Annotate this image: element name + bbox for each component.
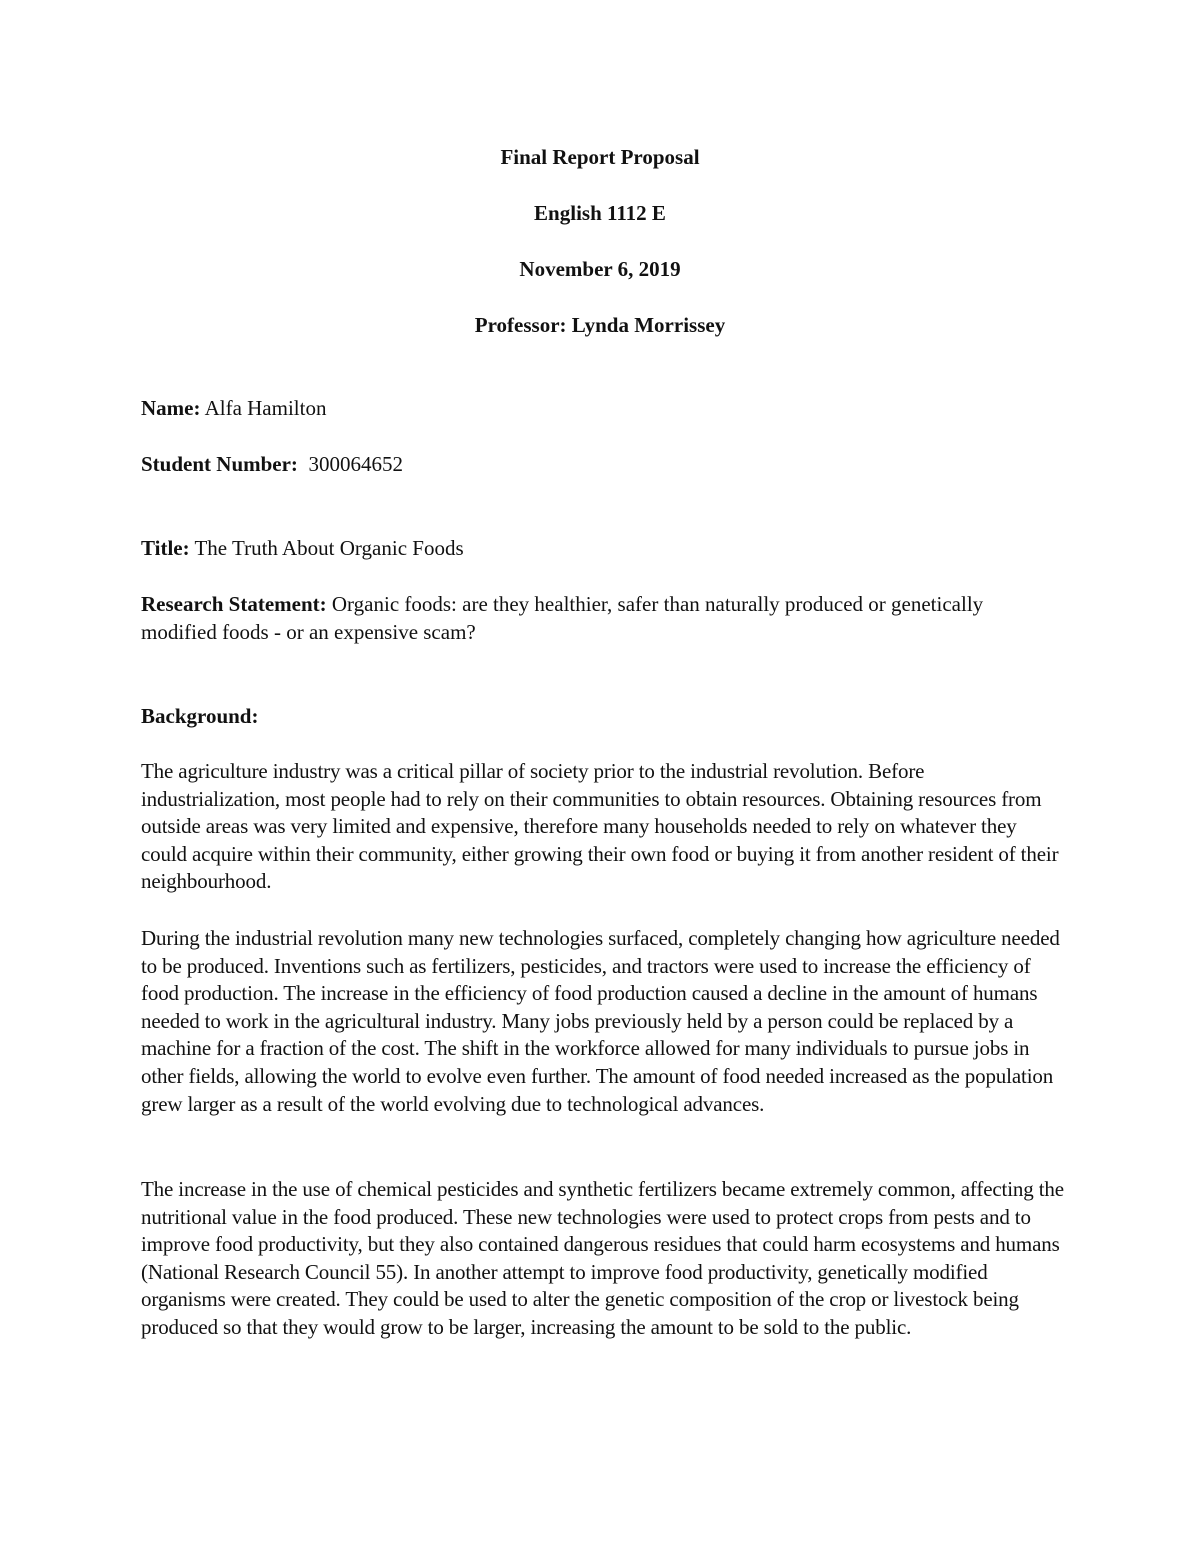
- title-label: Title:: [141, 536, 190, 560]
- title-value: The Truth About Organic Foods: [189, 536, 464, 560]
- course-name: English 1112 E: [534, 201, 666, 225]
- research-statement-value: Organic foods: are they healthier, safer than naturally produced or genetically modified foods - or an expensive scam?: [141, 592, 984, 644]
- student-number-label: Student Number:: [141, 452, 298, 476]
- research-statement-field: [141, 590, 1061, 646]
- research-statement-label: Research Statement:: [141, 592, 327, 616]
- student-number-value: 300064652: [297, 452, 403, 476]
- report-date: November 6, 2019: [519, 257, 681, 281]
- background-paragraph-3: The increase in the use of chemical pesticides and synthetic fertilizers became extremely common, affecting the nutritional value in the food produced. These new technologies were used to protect crops from pests and to improve food productivity, but they also contained dangerous residues that could harm ecosystems and humans (National Research Council 55). In another attempt to improve food productivity, genetically modified organisms were created. They could be used to alter the genetic composition of the crop or livestock being produced so that they would grow to be larger, increasing the amount to be sold to the public.: [141, 1177, 1064, 1339]
- student-number-field: [141, 450, 1061, 478]
- name-value: Alfa Hamilton: [200, 396, 327, 420]
- report-title-field: [141, 534, 1061, 562]
- report-title: Final Report Proposal: [500, 145, 700, 169]
- background-paragraph-1: The agriculture industry was a critical pillar of society prior to the industrial revolution. Before industrialization, most people had to rely on their communities to obtain resources. Obtaining resources from outside areas was very limited and expensive, therefore many households needed to rely on whatever they could acquire within their community, either growing their own food or buying it from another resident of their neighbourhood.: [141, 759, 1059, 894]
- professor-name: Professor: Lynda Morrissey: [474, 313, 726, 337]
- background-paragraph-2: During the industrial revolution many new technologies surfaced, completely changing how agriculture needed to be produced. Inventions such as fertilizers, pesticides, and tractors were used to increase the efficiency of food production. The increase in the efficiency of food production caused a decline in the amount of humans needed to work in the agricultural industry. Many jobs previously held by a person could be replaced by a machine for a fraction of the cost. The shift in the workforce allowed for many individuals to pursue jobs in other fields, allowing the world to evolve even further. The amount of food needed increased as the population grew larger as a result of the world evolving due to technological advances.: [141, 926, 1060, 1116]
- background-heading: Background:: [141, 704, 259, 728]
- student-name-field: [141, 394, 1061, 422]
- name-label: Name:: [141, 396, 201, 420]
